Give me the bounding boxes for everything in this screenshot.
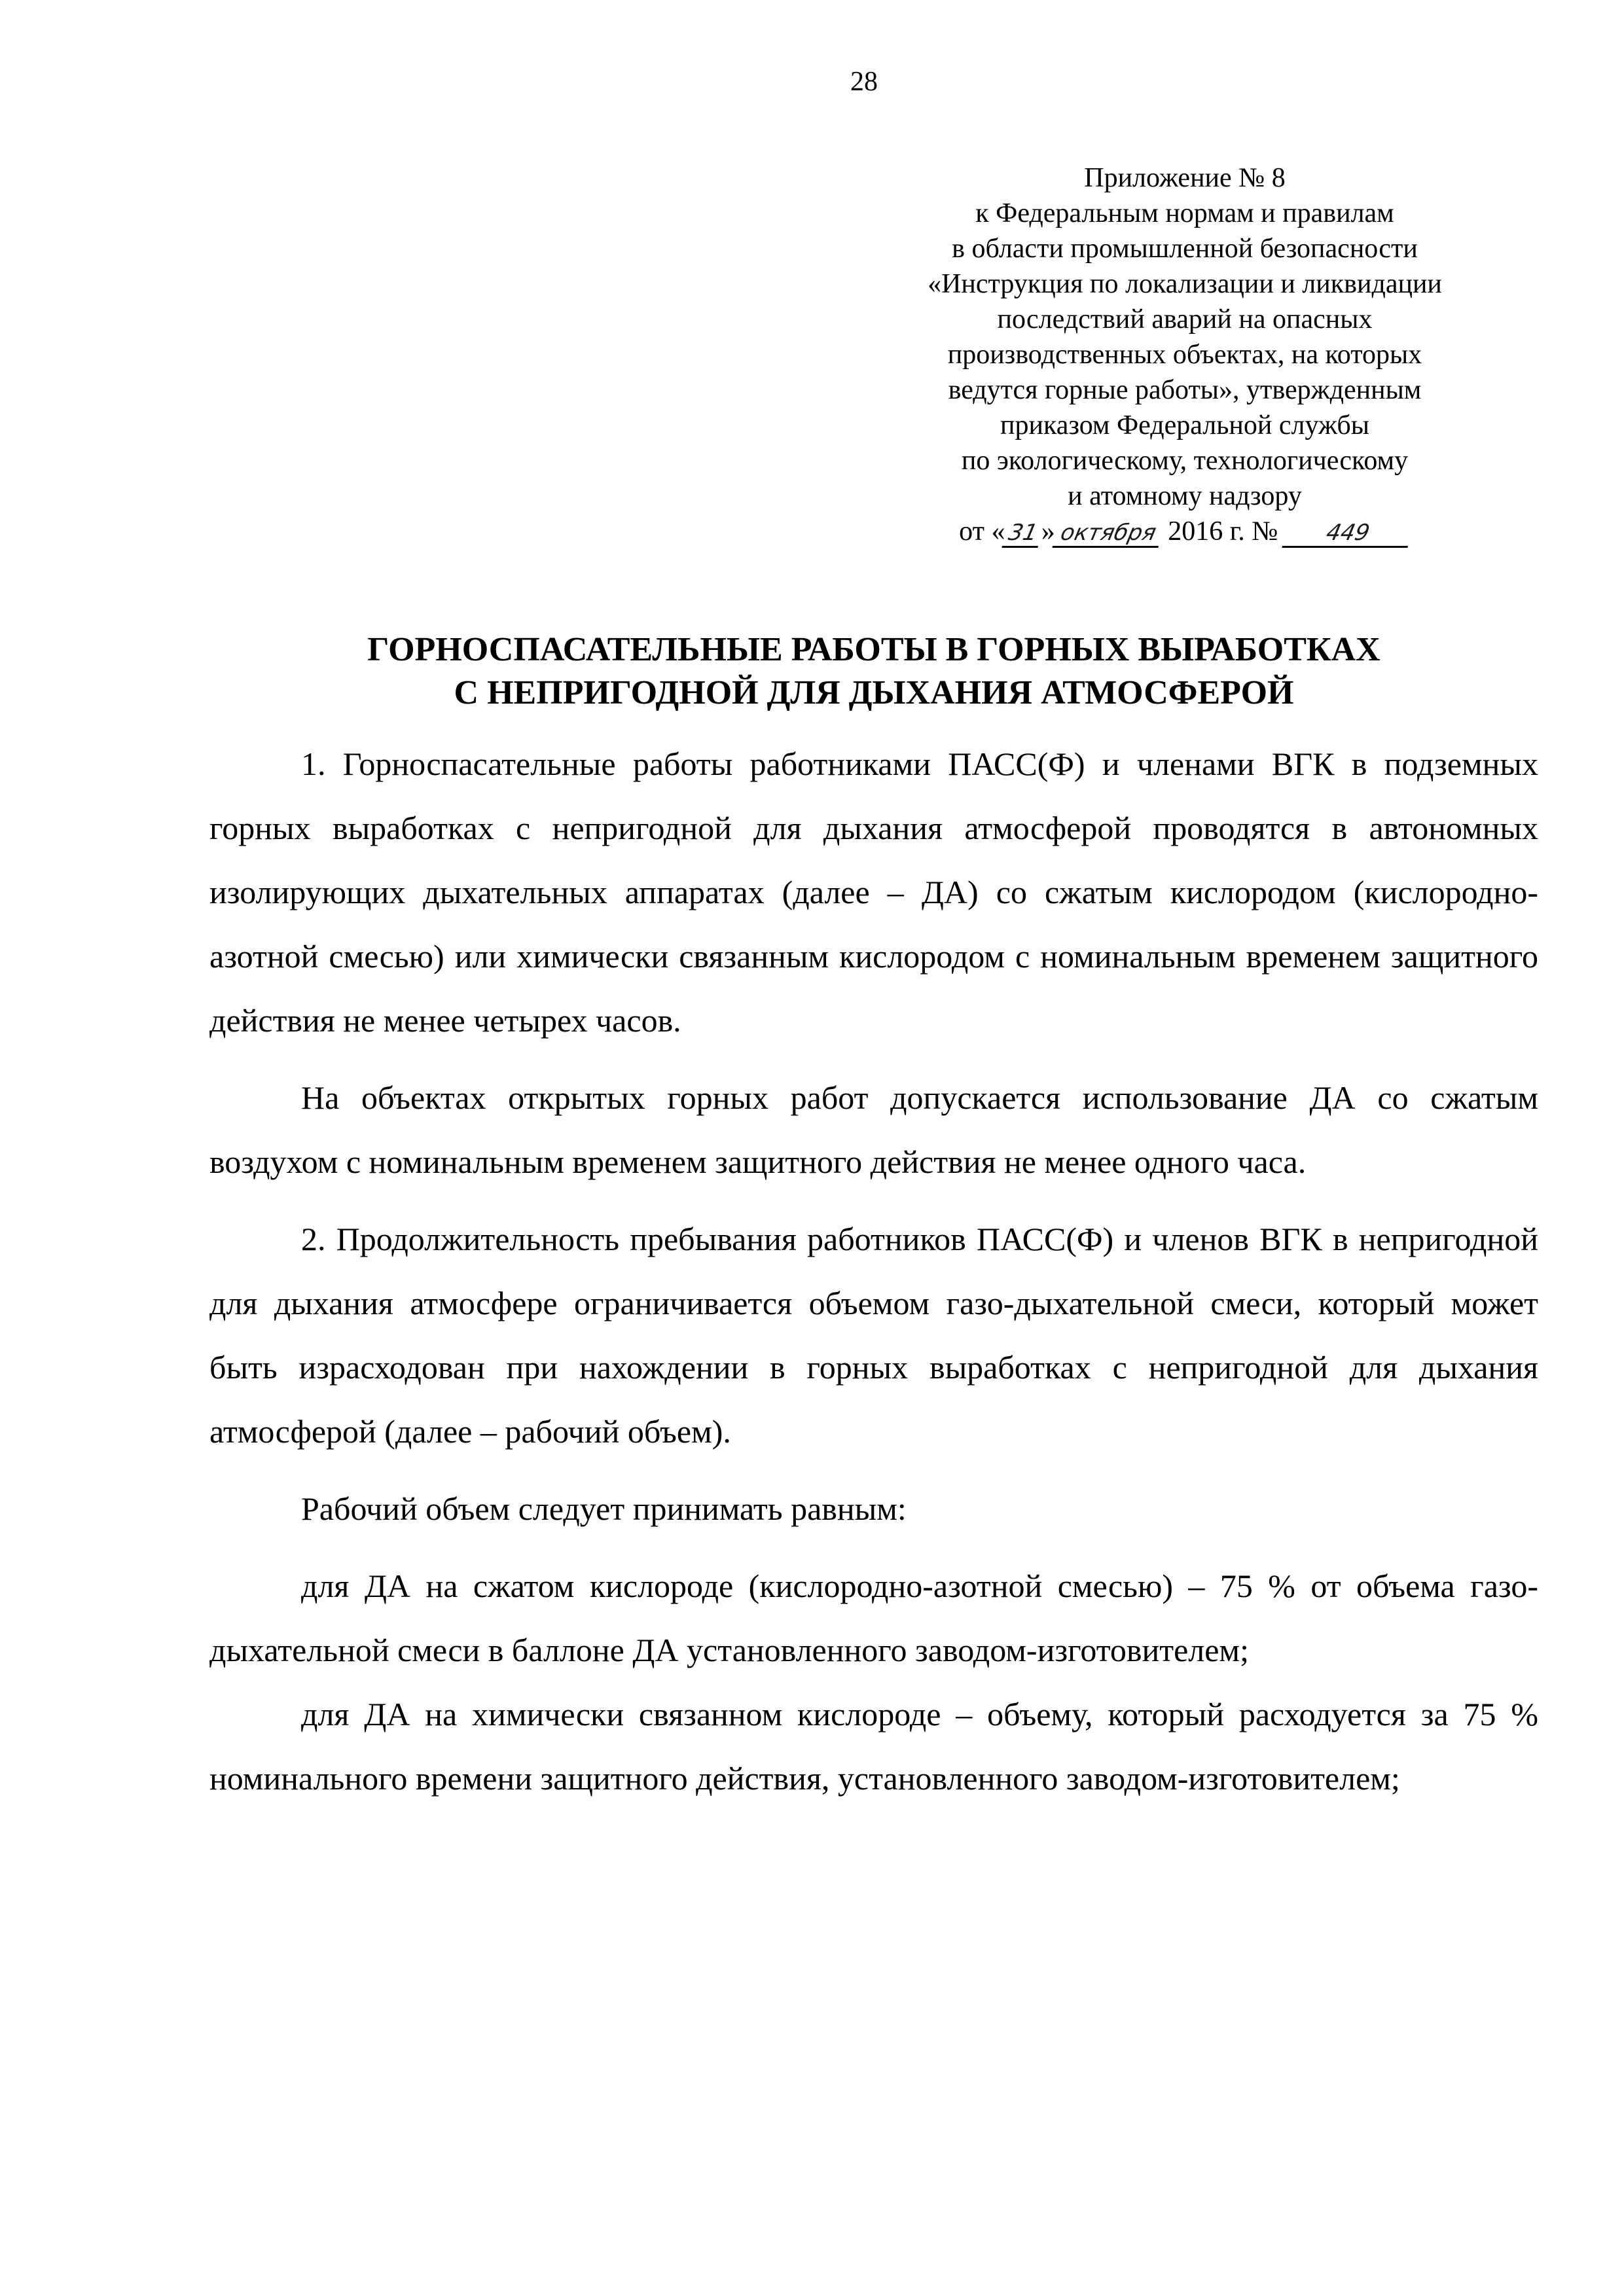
appendix-line: по экологическому, технологическому bbox=[961, 446, 1409, 476]
paragraph-3: 2. Продолжительность пребывания работников ПАСС(Ф) и членов ВГК в непригодной для дыхания атмосфере ограничивается объемом газо-дыхательной смеси, который может быть израсходован при нахождении в горных выработках с непригодной для дыхания атмосферой (далее – рабочий объем). bbox=[209, 1221, 1538, 1450]
handwritten-order-number: 449 bbox=[1282, 520, 1413, 548]
appendix-line: производственных объектах, на которых bbox=[947, 340, 1422, 370]
order-date-line bbox=[838, 514, 1532, 549]
document-title bbox=[209, 628, 1538, 715]
paragraph-1: 1. Горноспасательные работы работниками ПАСС(Ф) и членами ВГК в подземных горных выработках с непригодной для дыхания атмосферой проводятся в автономных изолирующих дыхательных аппаратах (далее – ДА) со сжатым кислородом (кислородно-азотной смесью) или химически связанным кислородом с номинальным временем защитного действия не менее четырех часов. bbox=[209, 745, 1538, 1039]
page-number: 28 bbox=[850, 67, 878, 97]
document-body bbox=[209, 732, 1538, 1810]
paragraph-6: для ДА на химически связанном кислороде – объему, который расходуется за 75 % номинального времени защитного действия, установленного заводом-изготовителем; bbox=[209, 1696, 1538, 1797]
paragraph-5: для ДА на сжатом кислороде (кислородно-азотной смесью) – 75 % от объема газо-дыхательной смеси в баллоне ДА установленного заводом-изготовителем; bbox=[209, 1568, 1538, 1668]
handwritten-month: октября bbox=[1052, 520, 1164, 548]
appendix-line: в области промышленной безопасности bbox=[952, 234, 1418, 264]
appendix-line: «Инструкция по локализации и ликвидации bbox=[928, 269, 1442, 299]
appendix-header bbox=[838, 160, 1532, 549]
title-line-1: ГОРНОСПАСАТЕЛЬНЫЕ РАБОТЫ В ГОРНЫХ ВЫРАБОТКАХ bbox=[367, 631, 1380, 668]
appendix-line: ведутся горные работы», утвержденным bbox=[948, 375, 1422, 405]
appendix-line: приказом Федеральной службы bbox=[1000, 410, 1369, 440]
title-line-2: С НЕПРИГОДНОЙ ДЛЯ ДЫХАНИЯ АТМОСФЕРОЙ bbox=[454, 674, 1294, 711]
paragraph-2: На объектах открытых горных работ допускается использование ДА со сжатым воздухом с номинальным временем защитного действия не менее одного часа. bbox=[209, 1079, 1538, 1180]
date-prefix: от « bbox=[959, 516, 1005, 547]
paragraph-4: Рабочий объем следует принимать равным: bbox=[301, 1490, 907, 1527]
appendix-line: последствий аварий на опасных bbox=[997, 304, 1373, 334]
appendix-line: Приложение № 8 bbox=[1084, 163, 1286, 193]
year-text: 2016 г. № bbox=[1161, 516, 1285, 547]
appendix-line: к Федеральным нормам и правилам bbox=[975, 198, 1394, 228]
handwritten-day: 31 bbox=[1002, 520, 1044, 548]
appendix-line: и атомному надзору bbox=[1068, 481, 1302, 511]
date-mid: » bbox=[1041, 516, 1055, 547]
